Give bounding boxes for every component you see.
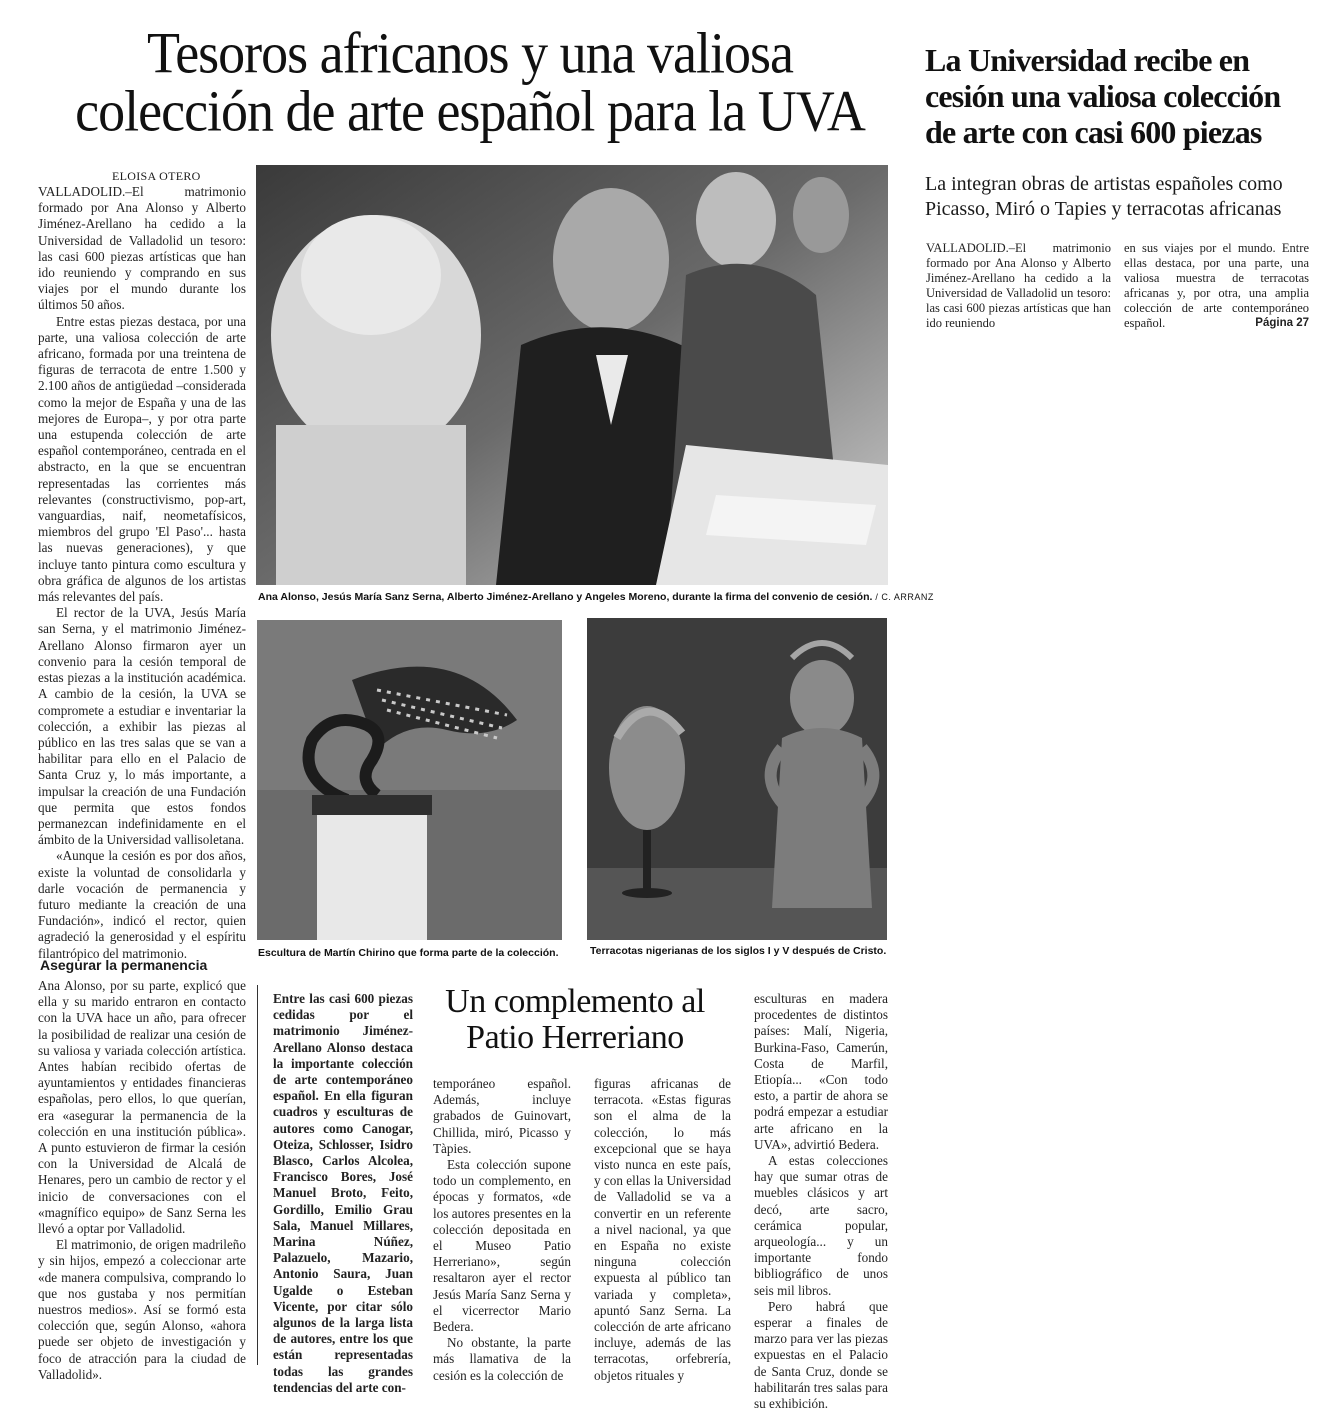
side-body-column-2 [1124,241,1309,330]
page-reference: Página 27 [1255,316,1309,329]
article-column-1b [38,978,246,1383]
box-headline [425,984,725,1057]
paragraph: No obstante, la parte más llamativa de la cesión es la colección de [433,1335,571,1383]
signing-photo-graphic [256,165,888,585]
side-headline: La Universidad recibe en cesión una valiosa colección de arte con casi 600 piezas [925,42,1281,151]
side-body-text-1: VALLADOLID.–El matrimonio formado por Ana Alonso y Alberto Jiménez-Arellano ha cedido a la Universidad de Valladolid un tesoro: las casi 600 piezas artísticas que han ido reuniendo [926,241,1111,330]
side-body-column-1 [926,241,1111,330]
paragraph: «Aunque la cesión es por dos años, existe la voluntad de consolidarla y darle vocación de permanencia y futuro mediante la creación de una Fundación», indicó el rector, quien agradeció la generosidad y el espíritu filantrópico del matrimonio. [38,848,246,961]
terracotta-photo [587,618,887,940]
photo-credit: / C. ARRANZ [875,592,934,602]
box-column-2 [433,1076,571,1384]
caption-text: Ana Alonso, Jesús María Sanz Serna, Alberto Jiménez-Arellano y Angeles Moreno, durante la firma del convenio de cesión. [258,591,873,603]
paragraph: VALLADOLID.–El matrimonio formado por Ana Alonso y Alberto Jiménez-Arellano ha cedido a la Universidad de Valladolid un tesoro: las casi 600 piezas artísticas que han ido reuniendo y comprando en sus viajes por el mundo durante los últimos 50 años. [38,184,246,313]
article-column-1 [38,184,246,962]
box-headline-line-2: Patio Herreriano [466,1019,684,1057]
paragraph: A estas colecciones hay que sumar otras de muebles clásicos y art decó, arte sacro, cerámica popular, arqueología... y un importante fondo bibliográfico de unos seis mil libros. [754,1153,888,1298]
box-column-1 [273,991,413,1396]
paragraph: Pero habrá que esperar a finales de marzo para ver las piezas expuestas en el Palacio de Santa Cruz, donde se habilitarán tres salas para su exhibición. [754,1298,888,1412]
main-headline-line-2: colección de arte español para la UVA [75,78,865,144]
chirino-sculpture-photo [257,620,562,940]
byline: ELOISA OTERO [112,169,201,183]
signing-photo [256,165,888,585]
paragraph: El rector de la UVA, Jesús María san Serna, y el matrimonio Jiménez-Arellano Alonso firmaron ayer un convenio para la cesión temporal de estas piezas a la institución académica. A cambio de la cesión, la UVA se compromete a estudiar e inventariar la colección, a exhibir las piezas al público en las tres salas que se van a habilitar para ello en el Palacio de Santa Cruz y, lo más importante, a impulsar la creación de una Fundación que permita que estos fondos permanezcan indefinidamente en el ámbito de la Universidad vallisoletana. [38,605,246,848]
terracotta-caption: Terracotas nigerianas de los siglos I y V después de Cristo. [590,945,887,957]
main-photo-caption [258,591,934,603]
paragraph: figuras africanas de terracota. «Estas figuras son el alma de la colección, lo más excepcional que se haya visto nunca en este país, y con ellas la Universidad de Valladolid se va a convertir en un referente a nivel nacional, ya que en España no existe ninguna colección expuesta al público tan variada y completa», apuntó Sanz Serna. La colección de arte africano incluye, además de las terracotas, orfebrería, objetos rituales y [594,1076,731,1383]
side-body-text-2 [1124,241,1309,330]
paragraph: Entre las casi 600 piezas cedidas por el matrimonio Jiménez-Arellano Alonso destaca la importante colección de arte contemporáneo español. En ella figuran cuadros y esculturas de autores como Canogar, Oteiza, Schlosser, Isidro Blasco, Carlos Alcolea, Francisco Bores, José Manuel Broto, Feito, Gordillo, Emilio Grau Sala, Manuel Millares, Marina Núñez, Palazuelo, Mazario, Antonio Saura, Juan Ugalde o Esteban Vicente, por citar sólo algunos de la larga lista de autores, entre los que están representadas todas las grandes tendencias del arte con- [273,991,413,1395]
main-headline [40,20,900,144]
side-subhead: La integran obras de artistas españoles como Picasso, Miró o Tapies y terracotas africanas [925,173,1283,220]
box-headline-line-1: Un complemento al [445,983,705,1020]
chirino-caption: Escultura de Martín Chirino que forma parte de la colección. [258,947,559,959]
box-column-3 [594,1076,731,1384]
terracotta-graphic [587,618,887,940]
side-body-text-2-content: en sus viajes por el mundo. Entre ellas destaca, por una parte, una valiosa muestra de terracotas africanas y, por otra, una amplia colección de arte contemporáneo español. [1124,241,1309,330]
chirino-sculpture-graphic [257,620,562,940]
paragraph: Esta colección supone todo un complemento, en épocas y formatos, «de los autores presentes en la colección depositada en el Museo Patio Herreriano», según resaltaron ayer el rector Jesús María Sanz Serna y el vicerrector Mario Bedera. [433,1157,571,1335]
paragraph: esculturas en madera procedentes de distintos países: Malí, Nigeria, Burkina-Faso, Camerún, Costa de Marfil, Etiopía... «Con todo esto, a partir de ahora se podrá empezar a estudiar arte africano en la UVA», advirtió Bedera. [754,991,888,1152]
paragraph: Ana Alonso, por su parte, explicó que ella y su marido entraron en contacto con la UVA hace un año, para ofrecer la posibilidad de realizar una cesión de su valiosa y variada colección artística. Antes habían recibido ofertas de ayuntamientos y entidades financieras españolas, pero ellos, lo que querían, era «asegurar la permanencia de la colección en una institución pública». A punto estuvieron de firmar la cesión con la Universidad de Alcalá de Henares, pero un cambio de rector y el inicio de conversaciones con el «magnífico equipo» de Sanz Serna les llevó a optar por Valladolid. [38,978,246,1237]
paragraph: El matrimonio, de origen madrileño y sin hijos, empezó a coleccionar arte «de manera compulsiva, comprando lo que nos gustaba y nos permitían nuestros medios». Así se formó esta colección que, según Alonso, «ahora puede ser objeto de investigación y foco de atracción para la ciudad de Valladolid». [38,1237,246,1382]
main-headline-line-1: Tesoros africanos y una valiosa [146,20,793,86]
section-subhead: Asegurar la permanencia [40,957,208,973]
column-rule [257,985,258,1365]
paragraph: Entre estas piezas destaca, por una parte, una valiosa colección de arte africano, formada por una treintena de figuras de terracota de entre 1.500 y 2.100 años de antigüedad –considerada como la mejor de España y una de las mejores de Europa–, y por otra parte una estupenda colección de arte español contemporáneo, centrada en el abstracto, en la que se encuentran representadas las corrientes más relevantes (constructivismo, pop-art, vanguardias, naif, neometafísicos, miembros del grupo 'El Paso'... hasta las nuevas generaciones), y que incluye tanto pintura como escultura y obra gráfica de algunos de los artistas más relevantes del país. [38,313,246,605]
box-column-4 [754,991,888,1412]
paragraph: temporáneo español. Además, incluye grabados de Guinovart, Chillida, miró, Picasso y Tàpies. [433,1076,571,1156]
